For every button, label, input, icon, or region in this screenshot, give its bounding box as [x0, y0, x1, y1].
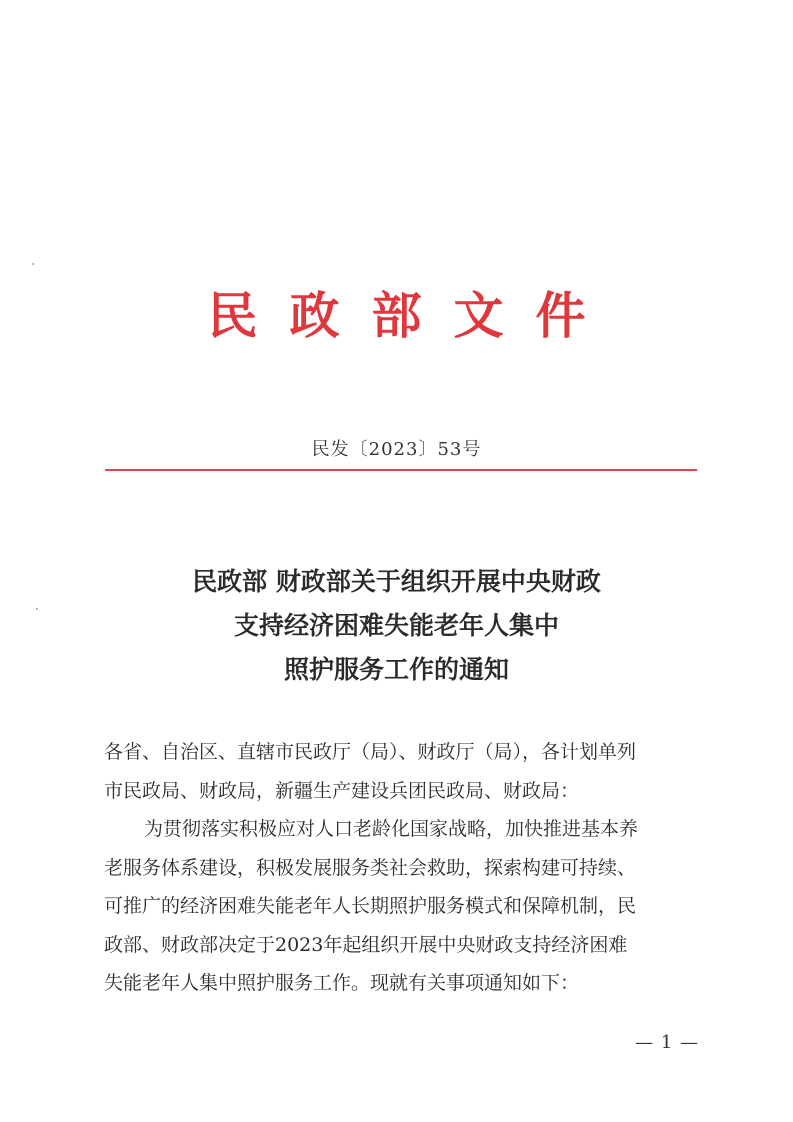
paragraph-line: 政部、财政部决定于2023年起组织开展中央财政支持经济困难	[104, 933, 628, 956]
paragraph-line: 失能老年人集中照护服务工作。现就有关事项通知如下：	[104, 972, 580, 994]
scan-speck	[36, 608, 38, 610]
notice-title	[0, 560, 793, 692]
paragraph-line: 为贯彻落实积极应对人口老龄化国家战略，加快推进基本养	[144, 818, 639, 840]
addressee-line: 市民政局、财政局，新疆生产建设兵团民政局、财政局：	[104, 779, 580, 802]
notice-title-line: 支持经济困难失能老年人集中	[233, 611, 559, 640]
body-text	[104, 733, 704, 1003]
notice-title-line: 照护服务工作的通知	[283, 655, 509, 684]
red-separator-line	[105, 469, 697, 471]
document-header-title: 民政部文件	[207, 286, 618, 345]
page-number: — 1 —	[635, 1032, 699, 1053]
addressee-line: 各省、自治区、直辖市民政厅（局）、财政厅（局），各计划单列	[104, 741, 637, 763]
paragraph-line: 老服务体系建设，积极发展服务类社会救助，探索构建可持续、	[104, 856, 637, 879]
scan-speck	[32, 263, 34, 265]
notice-title-line: 民政部 财政部关于组织开展中央财政	[192, 567, 601, 596]
paragraph-line: 可推广的经济困难失能老年人长期照护服务模式和保障机制，民	[104, 895, 637, 917]
document-number: 民发〔2023〕53号	[311, 439, 482, 460]
